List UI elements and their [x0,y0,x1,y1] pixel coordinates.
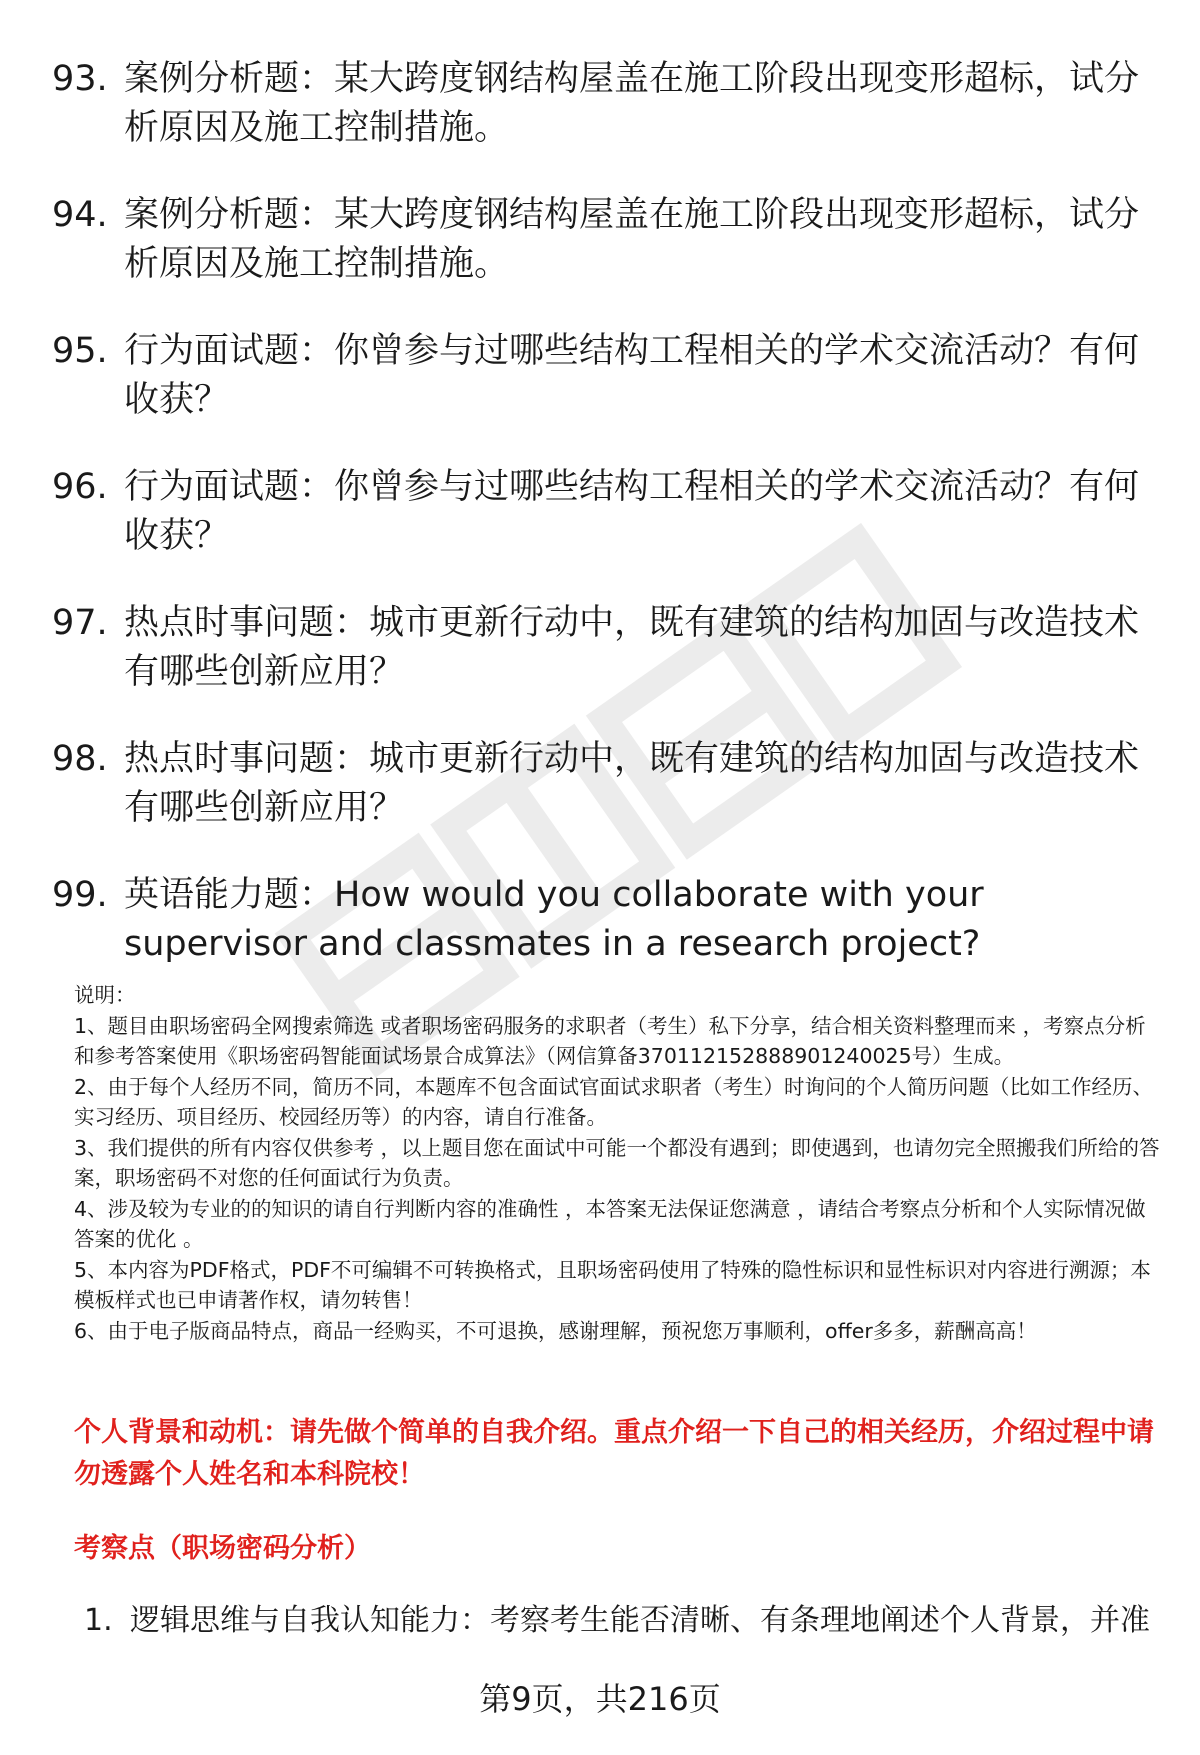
question-item [52,327,1152,425]
note-item: 6、由于电子版商品特点，商品一经购买，不可退换，感谢理解，预祝您万事顺利，offer多多，薪酬高高！ [74,1318,1037,1343]
question-text: 行为面试题：你曾参与过哪些结构工程相关的学术交流活动？有何收获？ [124,331,1140,420]
question-item [52,871,1152,969]
question-text: 案例分析题：某大跨度钢结构屋盖在施工阶段出现变形超标，试分析原因及施工控制措施。 [124,195,1140,284]
question-item [52,735,1152,833]
page-footer: 第9页，共216页 [479,1680,721,1718]
section-subheading: 考察点（职场密码分析） [74,1533,371,1564]
note-item: 3、我们提供的所有内容仅供参考 ，以上题目您在面试中可能一个都没有遇到；即使遇到，也请勿完全照搬我们所给的答案，职场密码不对您的任何面试行为负责。 [74,1135,1160,1190]
question-number: 99. [52,875,108,915]
question-text: 行为面试题：你曾参与过哪些结构工程相关的学术交流活动？有何收获？ [124,467,1140,556]
question-text: 英语能力题：How would you collaborate with your supervisor and classmates in a research project? [124,875,984,964]
question-item [52,191,1152,289]
question-item [52,55,1152,153]
question-number: 94. [52,195,108,235]
question-number: 95. [52,331,108,371]
question-number: 93. [52,59,108,99]
question-number: 97. [52,603,108,643]
point-number: 1. [84,1603,113,1638]
notes-title: 说明： [74,983,136,1007]
question-number: 98. [52,739,108,779]
note-item: 2、由于每个人经历不同，简历不同，本题库不包含面试官面试求职者（考生）时询问的个人简历问题（比如工作经历、实习经历、项目经历、校园经历等）的内容，请自行准备。 [74,1074,1154,1129]
question-list [52,55,1152,1007]
question-item [52,463,1152,561]
question-text: 热点时事问题：城市更新行动中，既有建筑的结构加固与改造技术有哪些创新应用？ [124,739,1140,828]
analysis-point [84,1598,1164,1644]
note-item: 1、题目由职场密码全网搜索筛选 或者职场密码服务的求职者（考生）私下分享，结合相关资料整理而来 ，考察点分析和参考答案使用《职场密码智能面试场景合成算法》（网信算备370112152888901240025号）生成。 [74,1013,1146,1068]
question-text: 案例分析题：某大跨度钢结构屋盖在施工阶段出现变形超标，试分析原因及施工控制措施。 [124,59,1140,148]
section-heading: 个人背景和动机：请先做个简单的自我介绍。重点介绍一下自己的相关经历，介绍过程中请勿透露个人姓名和本科院校！ [74,1417,1154,1490]
note-item: 5、本内容为PDF格式，PDF不可编辑不可转换格式，且职场密码使用了特殊的隐性标识和显性标识对内容进行溯源；本模板样式也已申请著作权，请勿转售！ [74,1257,1151,1312]
point-text: 逻辑思维与自我认知能力：考察考生能否清晰、有条理地阐述个人背景，并准 [130,1603,1150,1638]
question-text: 热点时事问题：城市更新行动中，既有建筑的结构加固与改造技术有哪些创新应用？ [124,603,1140,692]
question-item [52,599,1152,697]
note-item: 4、涉及较为专业的的知识的请自行判断内容的准确性 ，本答案无法保证您满意 ，请结合考察点分析和个人实际情况做答案的优化 。 [74,1196,1146,1251]
question-number: 96. [52,467,108,507]
notes-section [74,980,1164,1346]
